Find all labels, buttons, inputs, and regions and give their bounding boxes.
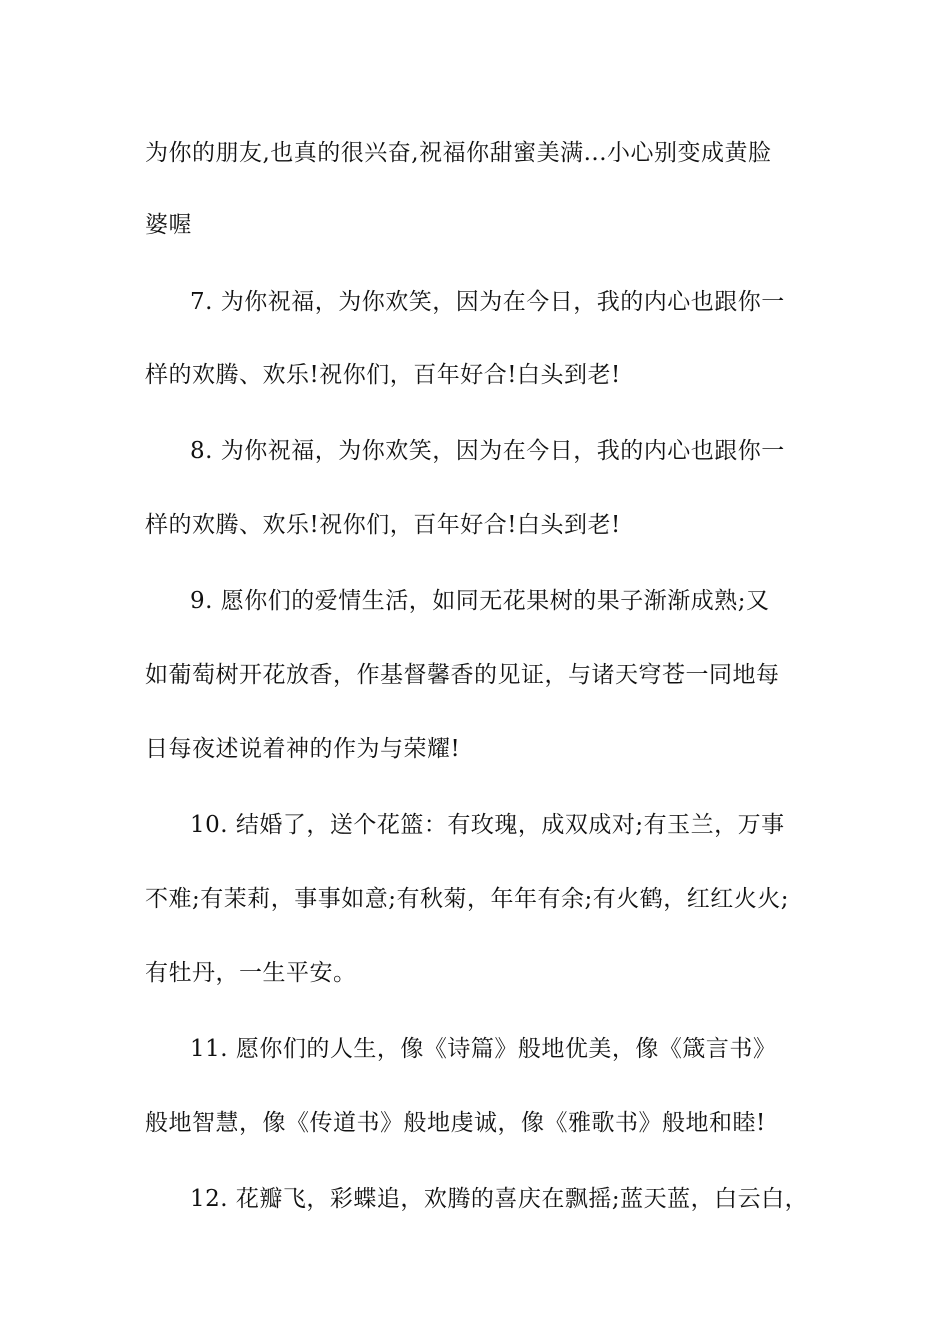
text-line: 婆喔 bbox=[145, 212, 192, 238]
paragraph-10-line-2: 不难;有茉莉，事事如意;有秋菊，年年有余;有火鹤，红红火火; bbox=[145, 886, 789, 912]
paragraph-7-line-1: 7. 为你祝福，为你欢笑，因为在今日，我的内心也跟你一 bbox=[190, 289, 785, 315]
paragraph-9-line-1: 9. 愿你们的爱情生活，如同无花果树的果子渐渐成熟;又 bbox=[190, 588, 770, 614]
paragraph-11-line-1: 11. 愿你们的人生，像《诗篇》般地优美，像《箴言书》 bbox=[190, 1036, 777, 1062]
paragraph-8-line-1: 8. 为你祝福，为你欢笑，因为在今日，我的内心也跟你一 bbox=[190, 438, 785, 464]
paragraph-10-line-3: 有牡丹，一生平安。 bbox=[145, 960, 357, 986]
text-line: 为你的朋友,也真的很兴奋,祝福你甜蜜美满...小心别变成黄脸 bbox=[145, 140, 772, 166]
paragraph-9-line-2: 如葡萄树开花放香，作基督馨香的见证，与诸天穹苍一同地每 bbox=[145, 662, 780, 688]
paragraph-9-line-3: 日每夜述说着神的作为与荣耀! bbox=[145, 736, 461, 762]
paragraph-11-line-2: 般地智慧，像《传道书》般地虔诚，像《雅歌书》般地和睦! bbox=[145, 1110, 766, 1136]
paragraph-10-line-1: 10. 结婚了，送个花篮：有玫瑰，成双成对;有玉兰，万事 bbox=[190, 812, 785, 838]
paragraph-12-line-1: 12. 花瓣飞，彩蝶追，欢腾的喜庆在飘摇;蓝天蓝，白云白， bbox=[190, 1186, 809, 1212]
paragraph-8-line-2: 样的欢腾、欢乐!祝你们，百年好合!白头到老! bbox=[145, 512, 621, 538]
paragraph-7-line-2: 样的欢腾、欢乐!祝你们，百年好合!白头到老! bbox=[145, 362, 621, 388]
